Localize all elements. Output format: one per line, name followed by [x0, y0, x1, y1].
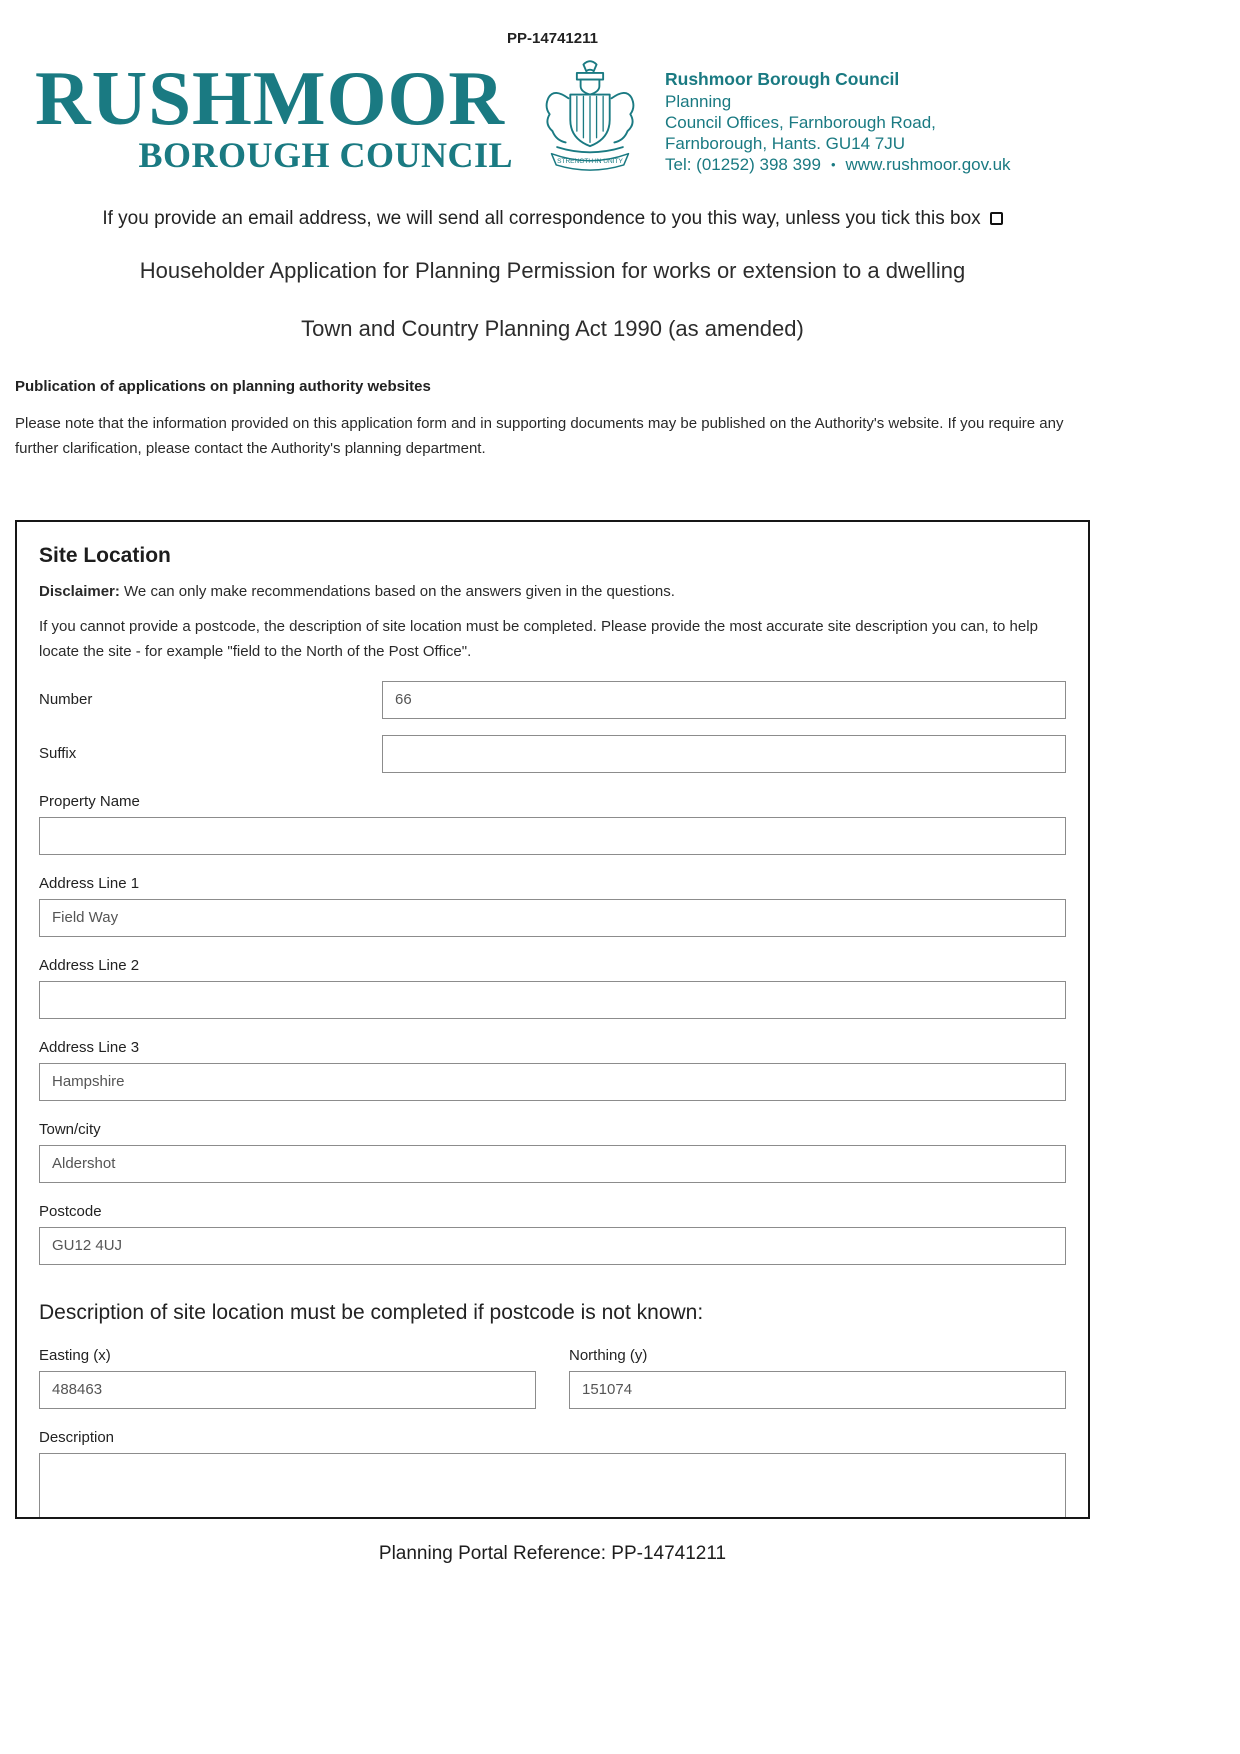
council-crest-icon [529, 57, 651, 184]
site-location-section [15, 520, 1090, 1519]
coordinates-row [39, 1347, 1066, 1409]
contact-telephone: Tel: (01252) 398 399 [665, 154, 821, 174]
postcode-field [39, 1203, 1066, 1265]
northing-field [569, 1347, 1066, 1409]
northing-label: Northing (y) [569, 1346, 648, 1364]
number-input[interactable] [382, 681, 1066, 719]
town-city-field [39, 1121, 1066, 1183]
contact-address-line2: Farnborough, Hants. GU14 7JU [665, 133, 906, 153]
address-line-3-label: Address Line 3 [39, 1038, 140, 1056]
disclaimer-label: Disclaimer: [39, 582, 120, 600]
logo-text-rushmoor: RUSHMOOR [35, 55, 505, 141]
contact-address-line1: Council Offices, Farnborough Road, [665, 112, 936, 132]
postcode-instructions: If you cannot provide a postcode, the description of site location must be completed. Please provide the most accurate site description you can, to help locate the site - for example "field to the North of the Post Office". [39, 617, 1038, 660]
email-optout-checkbox[interactable] [990, 212, 1003, 225]
bullet-separator: • [830, 156, 836, 172]
site-location-heading: Site Location [39, 543, 171, 567]
contact-council-name: Rushmoor Borough Council [665, 69, 900, 89]
suffix-label: Suffix [39, 745, 77, 762]
description-textarea[interactable] [39, 1453, 1066, 1517]
planning-portal-reference-footer: Planning Portal Reference: PP-14741211 [378, 1542, 727, 1564]
address-line-2-label: Address Line 2 [39, 956, 140, 974]
suffix-input[interactable] [382, 735, 1066, 773]
easting-field [39, 1347, 536, 1409]
disclaimer-text: We can only make recommendations based on the answers given in the questions. [124, 582, 675, 600]
postcode-label: Postcode [39, 1202, 102, 1220]
planning-reference: PP-14741211 [507, 30, 598, 47]
description-field [39, 1429, 1066, 1517]
northing-input[interactable] [569, 1371, 1066, 1409]
number-field-row [39, 681, 1066, 719]
town-city-input[interactable] [39, 1145, 1066, 1183]
property-name-input[interactable] [39, 817, 1066, 855]
council-contact-block [665, 63, 1011, 175]
contact-tel-web-line [665, 154, 1011, 175]
address-line-2-input[interactable] [39, 981, 1066, 1019]
email-notice-text: If you provide an email address, we will send all correspondence to you this way, unless you tick this box [102, 208, 981, 229]
postcode-input[interactable] [39, 1227, 1066, 1265]
address-line-2-field [39, 957, 1066, 1019]
description-label: Description [39, 1428, 115, 1446]
address-line-1-input[interactable] [39, 899, 1066, 937]
contact-department: Planning [665, 91, 732, 111]
address-line-3-input[interactable] [39, 1063, 1066, 1101]
publication-text: Please note that the information provided on this application form and in supporting documents may be published on the Authority's website. If you require any further clarification, please contact the Authority's planning department. [15, 415, 1064, 457]
masthead [15, 55, 1090, 184]
address-line-3-field [39, 1039, 1066, 1101]
number-label: Number [39, 691, 93, 708]
suffix-field-row [39, 735, 1066, 773]
publication-heading: Publication of applications on planning authority websites [15, 378, 431, 395]
email-correspondence-notice [15, 208, 1090, 230]
crest-motto: STRENGTH IN UNITY [557, 158, 623, 166]
council-logo [35, 55, 513, 175]
contact-website: www.rushmoor.gov.uk [845, 154, 1011, 174]
logo-text-borough-council: BOROUGH COUNCIL [138, 134, 513, 175]
property-name-label: Property Name [39, 792, 140, 810]
disclaimer [39, 583, 1066, 600]
address-line-1-field [39, 875, 1066, 937]
form-subtitle: Town and Country Planning Act 1990 (as amended) [301, 316, 804, 341]
town-city-label: Town/city [39, 1120, 101, 1138]
form-title: Householder Application for Planning Permission for works or extension to a dwelling [139, 258, 966, 283]
property-name-field [39, 793, 1066, 855]
address-line-1-label: Address Line 1 [39, 874, 140, 892]
easting-input[interactable] [39, 1371, 536, 1409]
description-requirement-heading: Description of site location must be completed if postcode is not known: [39, 1300, 704, 1324]
easting-label: Easting (x) [39, 1346, 111, 1364]
